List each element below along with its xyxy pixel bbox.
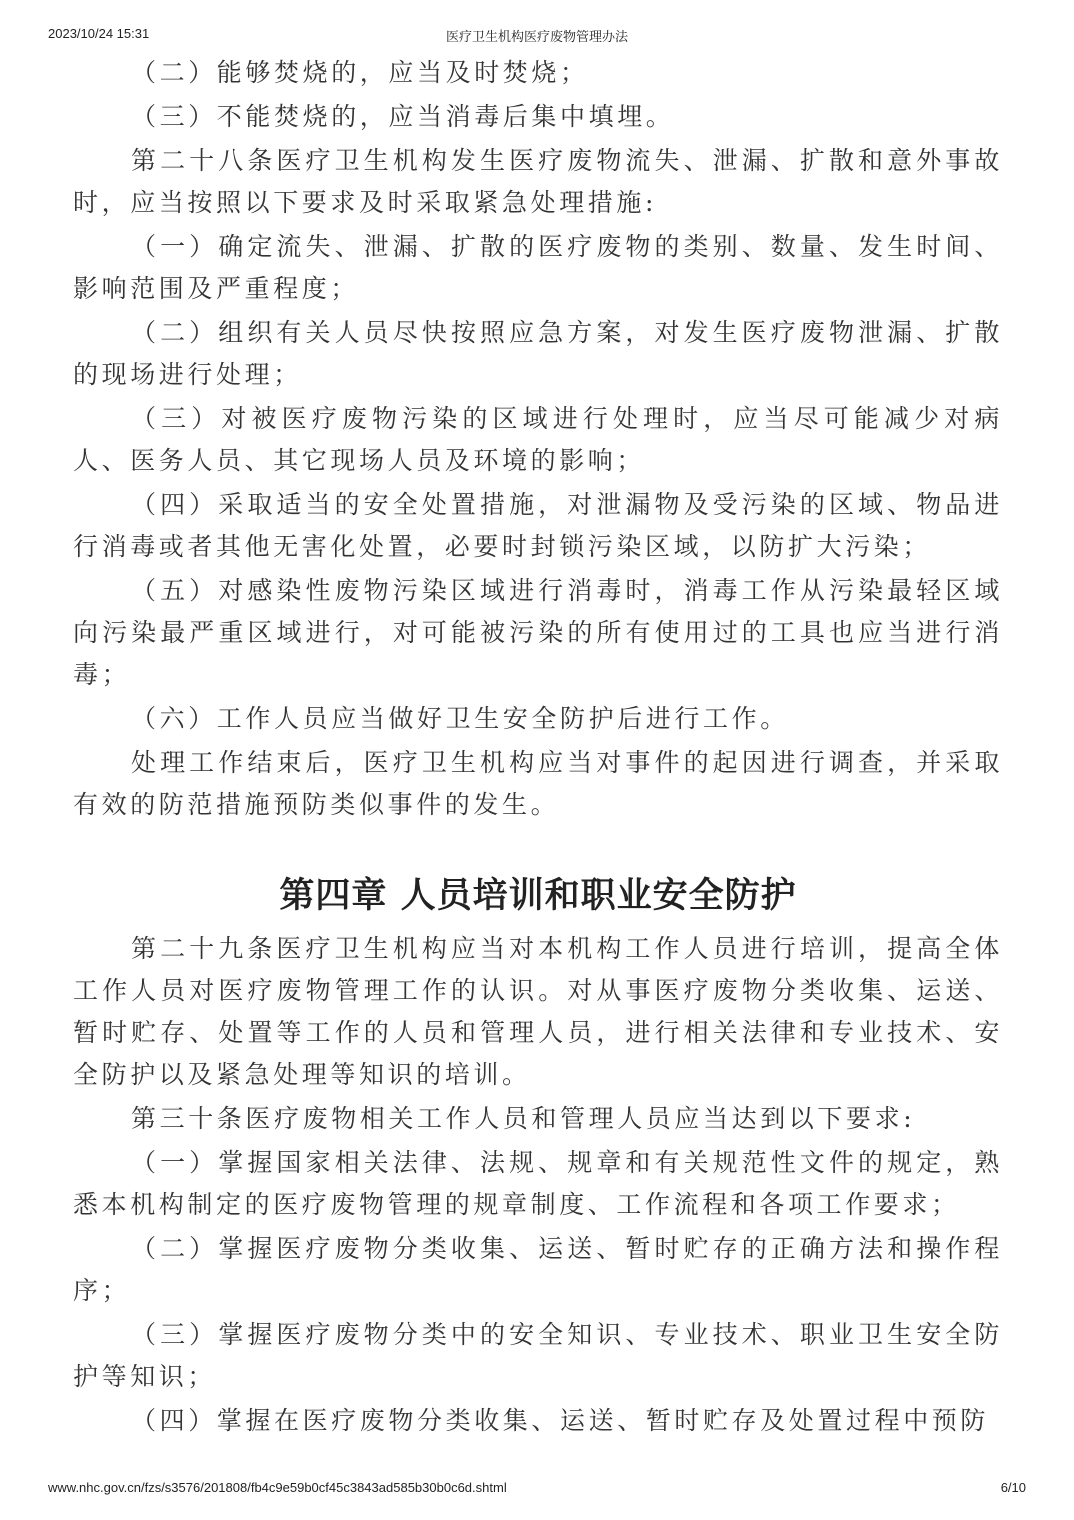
paragraph: （三）不能焚烧的，应当消毒后集中填埋。 — [131, 102, 675, 131]
print-datetime: 2023/10/24 15:31 — [48, 26, 150, 41]
article-30-paragraph: 第三十条医疗废物相关工作人员和管理人员应当达到以下要求: — [131, 1104, 916, 1133]
source-url: www.nhc.gov.cn/fzs/s3576/201808/fb4c9e59b0cf45c3843ad585b30b0c6d.shtml — [48, 1480, 507, 1495]
paragraph: （四）掌握在医疗废物分类收集、运送、暂时贮存及处置过程中预防 — [131, 1406, 990, 1435]
document-header-title: 医疗卫生机构医疗废物管理办法 — [445, 29, 628, 44]
document-body — [73, 52, 1003, 1444]
paragraph: （二）能够焚烧的，应当及时焚烧； — [131, 58, 589, 87]
paragraph: （二）掌握医疗废物分类收集、运送、暂时贮存的正确方法和操作程序； — [73, 1234, 1003, 1305]
article-28-paragraph: 第二十八条医疗卫生机构发生医疗废物流失、泄漏、扩散和意外事故时，应当按照以下要求及时采取紧急处理措施: — [73, 146, 1003, 217]
paragraph: （一）掌握国家相关法律、法规、规章和有关规范性文件的规定，熟悉本机构制定的医疗废物管理的规章制度、工作流程和各项工作要求； — [73, 1148, 1003, 1219]
chapter-heading: 第四章 人员培训和职业安全防护 — [279, 876, 797, 916]
paragraph: （四）采取适当的安全处置措施，对泄漏物及受污染的区域、物品进行消毒或者其他无害化处置，必要时封锁污染区域，以防扩大污染； — [73, 490, 1003, 561]
paragraph: （三）对被医疗废物污染的区域进行处理时，应当尽可能减少对病人、医务人员、其它现场人员及环境的影响； — [73, 404, 1003, 475]
paragraph: （六）工作人员应当做好卫生安全防护后进行工作。 — [131, 704, 789, 733]
article-29-paragraph: 第二十九条医疗卫生机构应当对本机构工作人员进行培训，提高全体工作人员对医疗废物管理工作的认识。对从事医疗废物分类收集、运送、暂时贮存、处置等工作的人员和管理人员，进行相关法律和专业技术、安全防护以及紧急处理等知识的培训。 — [73, 934, 1003, 1089]
paragraph: 处理工作结束后，医疗卫生机构应当对事件的起因进行调查，并采取有效的防范措施预防类似事件的发生。 — [73, 748, 1003, 819]
paragraph: （二）组织有关人员尽快按照应急方案，对发生医疗废物泄漏、扩散的现场进行处理； — [73, 318, 1003, 389]
page-number: 6/10 — [1000, 1480, 1026, 1495]
paragraph: （五）对感染性废物污染区域进行消毒时，消毒工作从污染最轻区域向污染最严重区域进行，对可能被污染的所有使用过的工具也应当进行消毒； — [73, 576, 1003, 689]
paragraph: （三）掌握医疗废物分类中的安全知识、专业技术、职业卫生安全防护等知识； — [73, 1320, 1003, 1391]
paragraph: （一）确定流失、泄漏、扩散的医疗废物的类别、数量、发生时间、影响范围及严重程度； — [73, 232, 1003, 303]
